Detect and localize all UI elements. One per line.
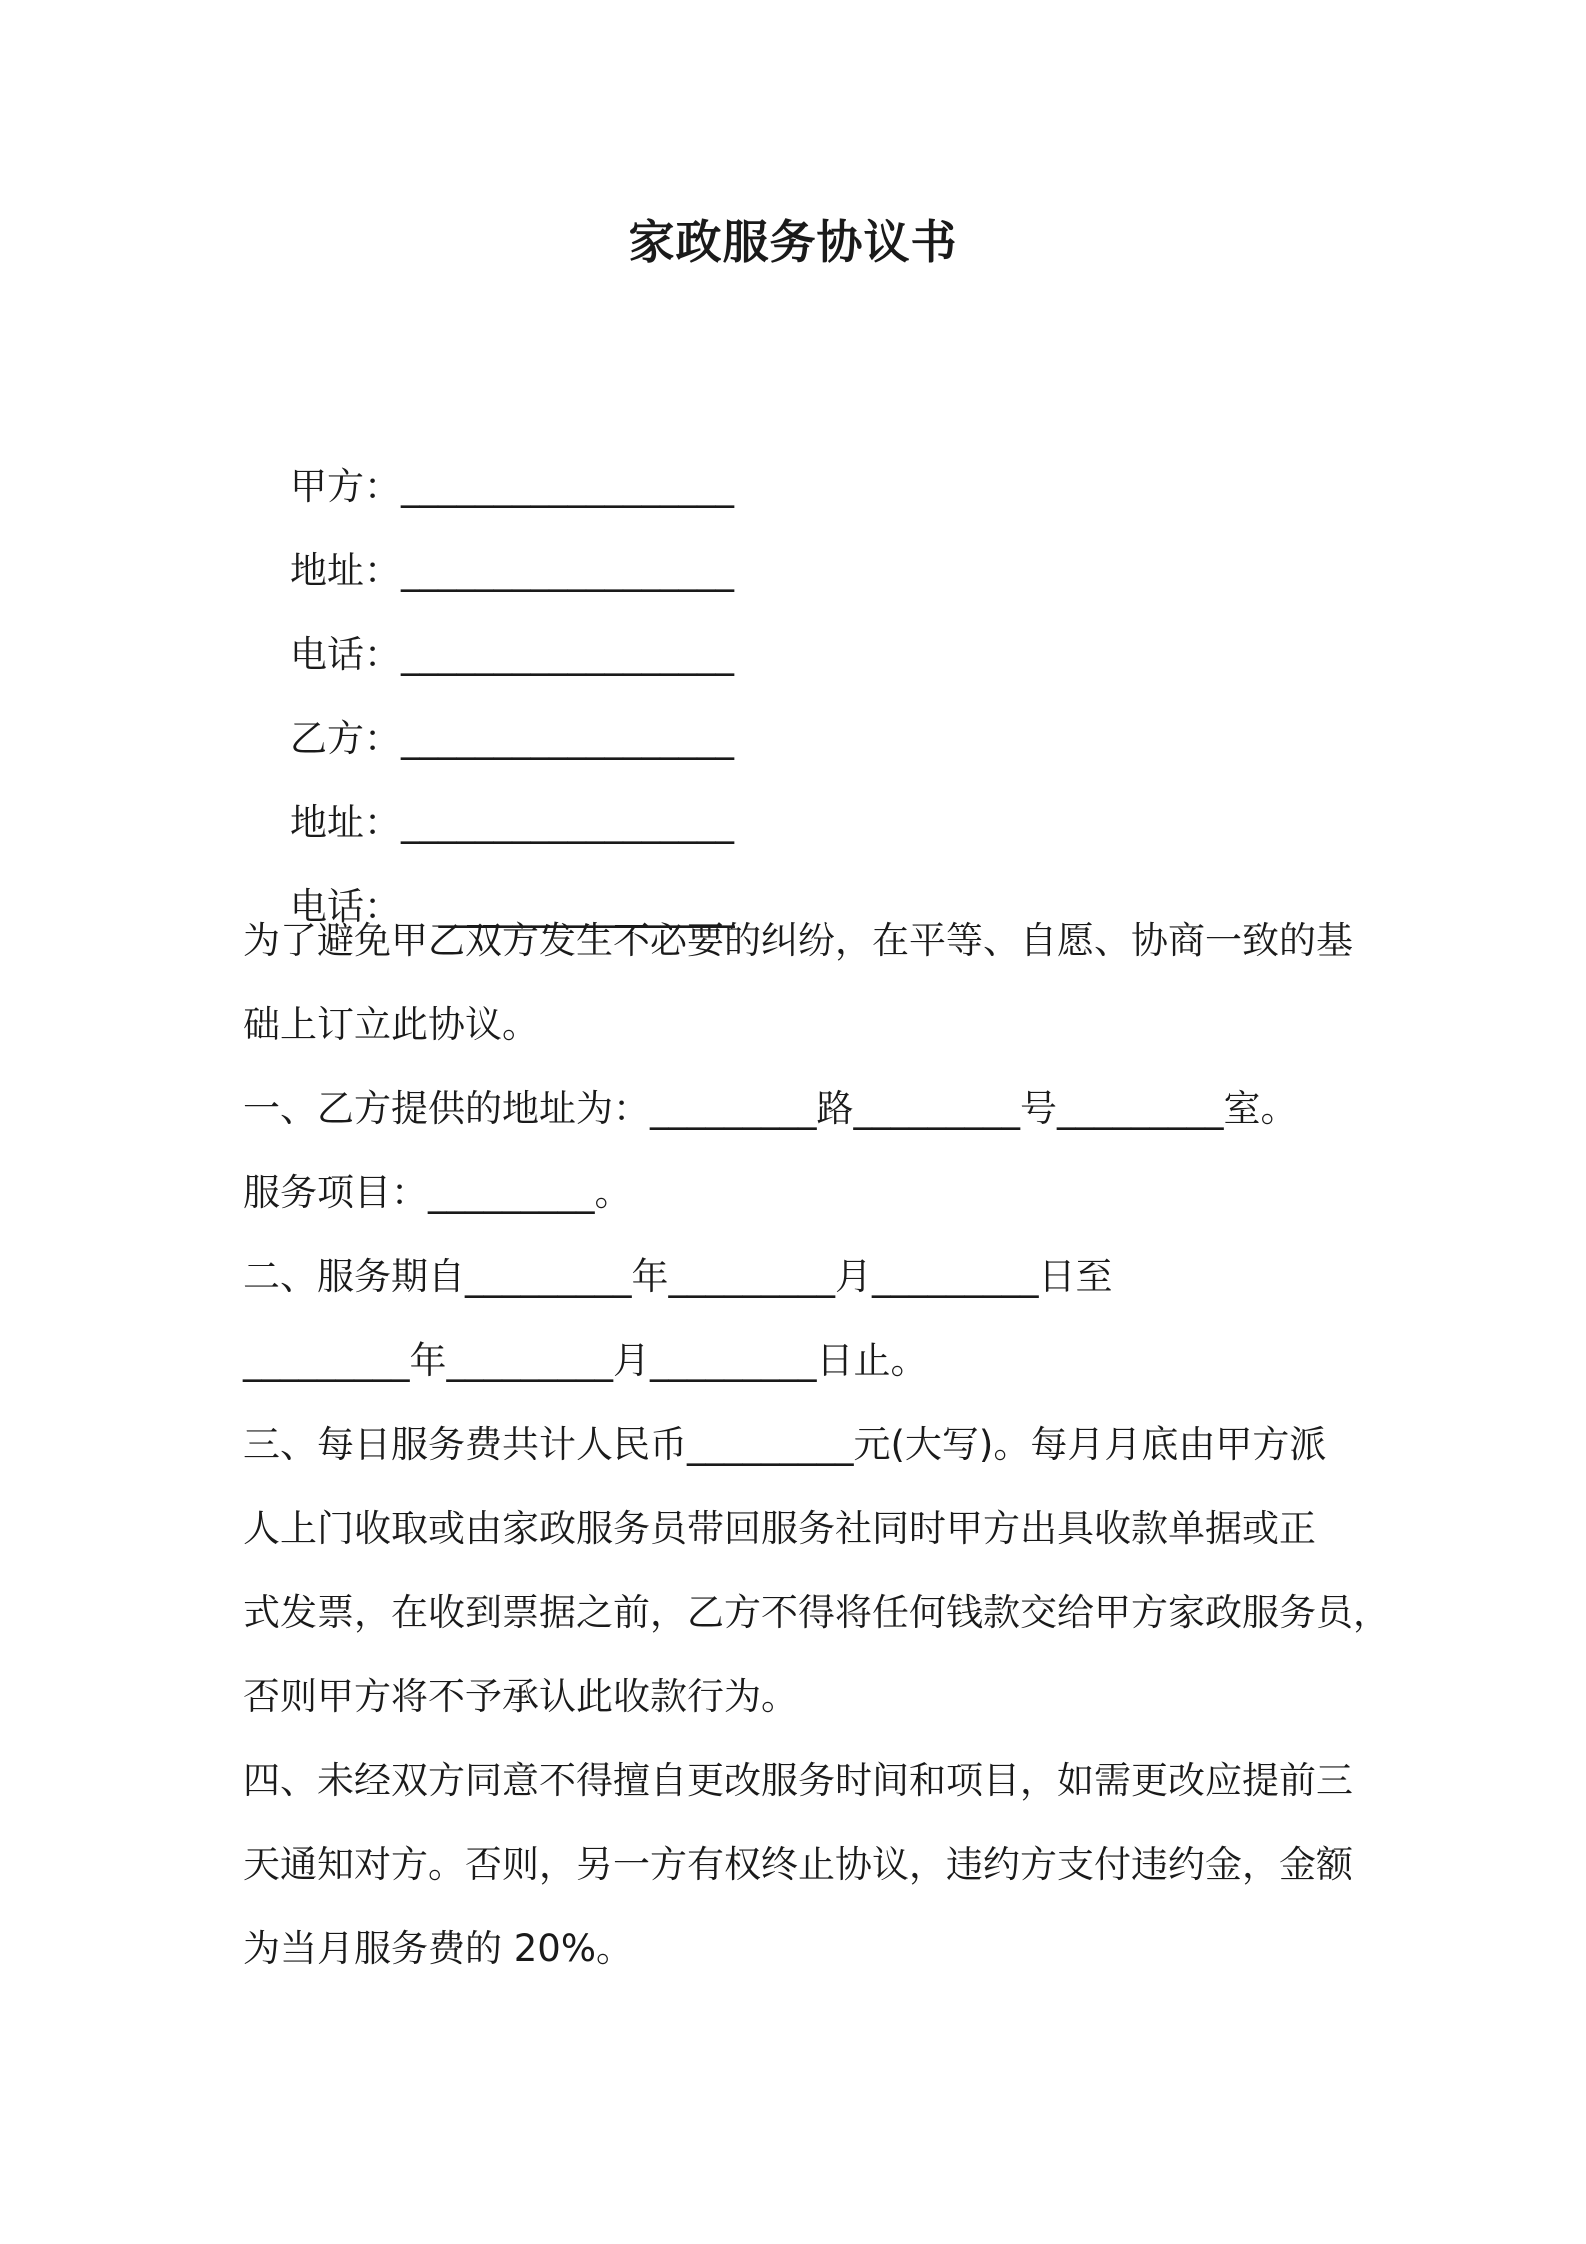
party-a-phone-label: 电话： xyxy=(290,633,402,676)
party-a-blank: __________________ xyxy=(401,465,735,508)
party-a-address-blank: __________________ xyxy=(401,549,735,592)
clause-3-line-3: 式发票，在收到票据之前，乙方不得将任何钱款交给甲方家政服务员， xyxy=(243,1591,1390,1634)
clause-3-line-1: 三、每日服务费共计人民币_________元(大写)。每月月底由甲方派 xyxy=(243,1423,1327,1466)
party-b-phone-blank: ________________ xyxy=(415,885,735,928)
clause-3-line-2: 人上门收取或由家政服务员带回服务社同时甲方出具收款单据或正 xyxy=(243,1507,1316,1550)
clause-1-line-1: 一、乙方提供的地址为：_________路_________号_________室。 xyxy=(243,1087,1298,1130)
intro-line-2: 础上订立此协议。 xyxy=(243,1003,539,1046)
party-b-label: 乙方： xyxy=(290,717,402,760)
party-b-blank: __________________ xyxy=(401,717,735,760)
party-b-phone-label: 电话： xyxy=(290,885,402,928)
document-title: 家政服务协议书 xyxy=(628,215,958,269)
clause-2-line-1: 二、服务期自_________年_________月_________日至 xyxy=(243,1255,1113,1298)
party-b-address-blank: __________________ xyxy=(401,801,735,844)
party-b-address-label: 地址： xyxy=(290,801,402,844)
clause-4-line-1: 四、未经双方同意不得擅自更改服务时间和项目，如需更改应提前三 xyxy=(243,1759,1353,1802)
party-a-label: 甲方： xyxy=(290,465,402,508)
clause-2-line-2: _________年_________月_________日止。 xyxy=(243,1339,928,1382)
party-a-phone-blank: __________________ xyxy=(401,633,735,676)
clause-4-line-3: 为当月服务费的 20%。 xyxy=(243,1927,633,1970)
clause-1-line-2: 服务项目：_________。 xyxy=(243,1171,632,1214)
clause-3-line-4: 否则甲方将不予承认此收款行为。 xyxy=(243,1675,798,1718)
clause-4-line-2: 天通知对方。否则，另一方有权终止协议，违约方支付违约金，金额 xyxy=(243,1843,1353,1886)
intro-line-1: 为了避免甲乙双方发生不必要的纠纷，在平等、自愿、协商一致的基 xyxy=(243,919,1353,962)
party-a-address-label: 地址： xyxy=(290,549,402,592)
